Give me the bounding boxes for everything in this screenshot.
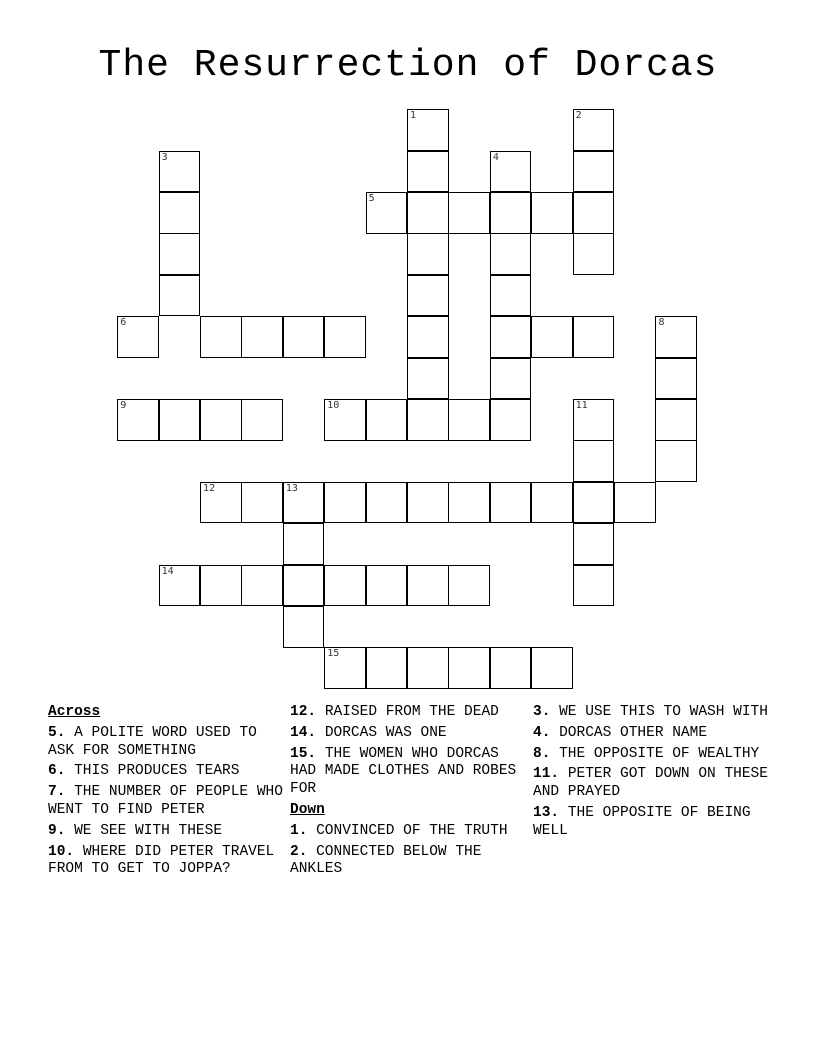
grid-cell[interactable] <box>655 440 697 482</box>
across-heading: Across <box>48 704 101 720</box>
grid-cell[interactable] <box>200 482 242 524</box>
grid-cell[interactable] <box>200 316 242 358</box>
grid-cell[interactable] <box>283 523 325 565</box>
grid-cell[interactable] <box>407 482 449 524</box>
grid-cell[interactable] <box>324 482 366 524</box>
grid-cell[interactable] <box>655 399 697 441</box>
grid-cell[interactable] <box>531 316 573 358</box>
grid-cell[interactable] <box>407 192 449 234</box>
across-clue: 14. DORCAS WAS ONE <box>290 724 447 741</box>
down-clue: 13. THE OPPOSITE OF BEING WELL <box>533 804 751 839</box>
grid-cell[interactable] <box>324 565 366 607</box>
grid-cell[interactable] <box>366 192 408 234</box>
grid-cell[interactable] <box>241 565 283 607</box>
grid-cell[interactable] <box>117 316 159 358</box>
across-clue: 5. A POLITE WORD USED TO ASK FOR SOMETHING <box>48 724 257 759</box>
across-clue: 6. THIS PRODUCES TEARS <box>48 763 240 780</box>
grid-cell[interactable] <box>448 482 490 524</box>
grid-cell[interactable] <box>614 482 656 524</box>
grid-cell[interactable] <box>324 399 366 441</box>
cell-number: 8 <box>658 317 665 329</box>
across-clue: 9. WE SEE WITH THESE <box>48 822 223 839</box>
grid-cell[interactable] <box>366 482 408 524</box>
down-clue: 11. PETER GOT DOWN ON THESE AND PRAYED <box>533 766 768 801</box>
grid-cell[interactable] <box>407 275 449 317</box>
cell-number: 5 <box>368 193 375 205</box>
cell-number: 4 <box>492 151 499 163</box>
grid-cell[interactable] <box>655 358 697 400</box>
cell-number: 14 <box>161 565 174 577</box>
grid-cell[interactable] <box>573 233 615 275</box>
down-clue: 3. WE USE THIS TO WASH WITH <box>533 704 768 720</box>
grid-cell[interactable] <box>531 482 573 524</box>
grid-cell[interactable] <box>448 399 490 441</box>
clues-column-3 <box>533 704 773 844</box>
grid-cell[interactable] <box>283 606 325 648</box>
across-clue: 7. THE NUMBER OF PEOPLE WHO WENT TO FIND PETER <box>48 784 283 818</box>
grid-cell[interactable] <box>573 151 615 193</box>
across-clue: 10. WHERE DID PETER TRAVEL FROM TO GET TO JOPPA? <box>48 843 275 878</box>
grid-cell[interactable] <box>490 482 532 524</box>
grid-cell[interactable] <box>573 440 615 482</box>
grid-cell[interactable] <box>366 647 408 689</box>
grid-cell[interactable] <box>407 109 449 151</box>
grid-cell[interactable] <box>407 565 449 607</box>
grid-cell[interactable] <box>366 565 408 607</box>
across-clue: 12. RAISED FROM THE DEAD <box>290 704 499 720</box>
down-heading: Down <box>290 801 325 818</box>
cell-number: 10 <box>327 400 340 412</box>
grid-cell[interactable] <box>407 358 449 400</box>
grid-cell[interactable] <box>448 192 490 234</box>
grid-cell[interactable] <box>573 399 615 441</box>
cell-number: 12 <box>203 482 216 494</box>
grid-cell[interactable] <box>407 399 449 441</box>
grid-cell[interactable] <box>573 316 615 358</box>
grid-cell[interactable] <box>573 523 615 565</box>
grid-cell[interactable] <box>490 151 532 193</box>
grid-cell[interactable] <box>448 647 490 689</box>
cell-number: 1 <box>410 110 417 122</box>
grid-cell[interactable] <box>159 192 201 234</box>
cell-number: 3 <box>161 151 168 163</box>
puzzle-title: The Resurrection of Dorcas <box>98 44 718 87</box>
grid-cell[interactable] <box>573 482 615 524</box>
grid-cell[interactable] <box>159 565 201 607</box>
grid-cell[interactable] <box>531 192 573 234</box>
grid-cell[interactable] <box>655 316 697 358</box>
grid-cell[interactable] <box>283 316 325 358</box>
grid-cell[interactable] <box>573 192 615 234</box>
grid-cell[interactable] <box>407 316 449 358</box>
down-clue: 8. THE OPPOSITE OF WEALTHY <box>533 745 760 762</box>
cell-number: 9 <box>120 400 127 412</box>
clues-column-1 <box>48 704 284 882</box>
grid-cell[interactable] <box>490 275 532 317</box>
cell-number: 15 <box>327 648 340 660</box>
grid-cell[interactable] <box>200 565 242 607</box>
down-clue: 4. DORCAS OTHER NAME <box>533 724 708 741</box>
grid-cell[interactable] <box>407 151 449 193</box>
down-clue: 1. CONVINCED OF THE TRUTH <box>290 822 508 839</box>
grid-cell[interactable] <box>324 316 366 358</box>
grid-cell[interactable] <box>573 565 615 607</box>
grid-cell[interactable] <box>241 399 283 441</box>
grid-cell[interactable] <box>448 565 490 607</box>
cell-number: 11 <box>575 400 588 412</box>
grid-cell[interactable] <box>200 399 242 441</box>
grid-cell[interactable] <box>490 192 532 234</box>
grid-cell[interactable] <box>241 316 283 358</box>
grid-cell[interactable] <box>573 109 615 151</box>
grid-cell[interactable] <box>159 233 201 275</box>
grid-cell[interactable] <box>324 647 366 689</box>
grid-cell[interactable] <box>159 399 201 441</box>
cell-number: 13 <box>285 482 298 494</box>
grid-cell[interactable] <box>283 482 325 524</box>
grid-cell[interactable] <box>490 316 532 358</box>
grid-cell[interactable] <box>283 565 325 607</box>
grid-cell[interactable] <box>159 151 201 193</box>
grid-cell[interactable] <box>490 399 532 441</box>
down-clue: 2. CONNECTED BELOW THE ANKLES <box>290 843 482 878</box>
grid-cell[interactable] <box>490 647 532 689</box>
grid-cell[interactable] <box>407 647 449 689</box>
grid-cell[interactable] <box>490 233 532 275</box>
grid-cell[interactable] <box>407 233 449 275</box>
grid-cell[interactable] <box>366 399 408 441</box>
across-clue: 15. THE WOMEN WHO DORCAS HAD MADE CLOTHES AND ROBES FOR <box>290 745 517 798</box>
grid-cell[interactable] <box>117 399 159 441</box>
grid-cell[interactable] <box>159 275 201 317</box>
cell-number: 2 <box>575 110 582 122</box>
grid-cell[interactable] <box>490 358 532 400</box>
clues-column-2 <box>290 704 526 882</box>
grid-cell[interactable] <box>241 482 283 524</box>
cell-number: 6 <box>120 317 127 329</box>
grid-cell[interactable] <box>531 647 573 689</box>
